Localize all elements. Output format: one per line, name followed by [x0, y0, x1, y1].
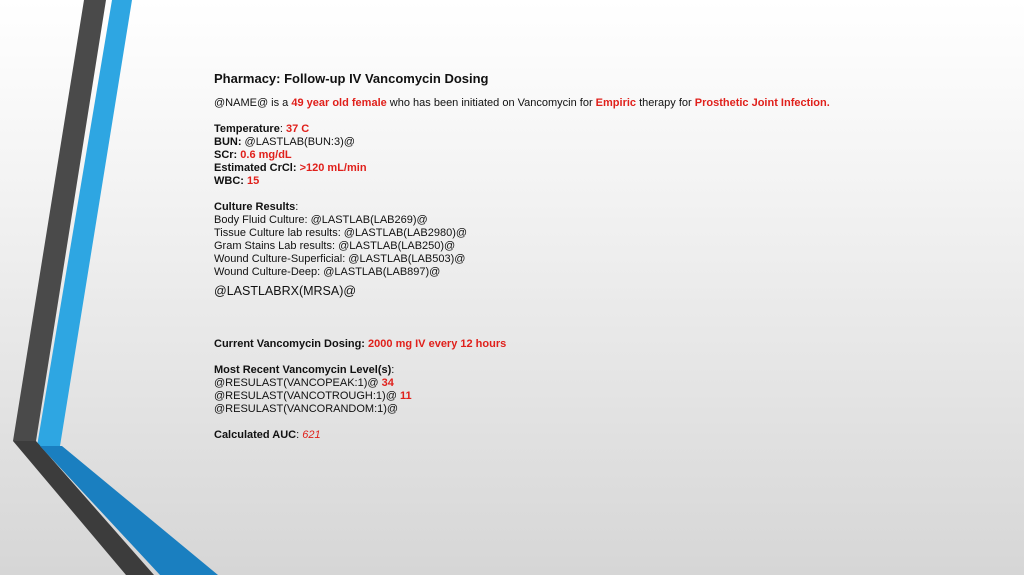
- bun-row: [214, 136, 994, 149]
- auc-label: Calculated AUC: [214, 429, 297, 441]
- crcl-value: >120 mL/min: [299, 162, 367, 174]
- trough-label: @RESULAST(VANCOTROUGH:1)@: [214, 390, 397, 402]
- auc-value: 621: [302, 429, 321, 441]
- temperature-row: Temperature: 37 C: [214, 123, 310, 135]
- culture-item: Wound Culture-Superficial: @LASTLAB(LAB503)@: [214, 253, 466, 265]
- summary-text: is a: [268, 97, 292, 109]
- trough-row: [214, 390, 994, 403]
- temperature-value: 37 C: [285, 123, 310, 135]
- crcl-row: [214, 162, 994, 175]
- levels-heading-row: Most Recent Vancomycin Level(s):: [214, 364, 395, 376]
- culture-item: Tissue Culture lab results: @LASTLAB(LAB2980)@: [214, 227, 468, 239]
- dosing-label: Current Vancomycin Dosing:: [214, 338, 365, 350]
- peak-label: @RESULAST(VANCOPEAK:1)@: [214, 377, 379, 389]
- patient-summary: [214, 97, 994, 110]
- patient-name: @NAME@: [214, 97, 269, 109]
- random-row: [214, 403, 994, 416]
- summary-text: therapy for: [636, 97, 695, 109]
- culture-item: Wound Culture-Deep: @LASTLAB(LAB897)@: [214, 266, 441, 278]
- scr-row: [214, 149, 994, 162]
- summary-text: who has been initiated on Vancomycin for: [386, 97, 596, 109]
- trough-value: 11: [399, 390, 412, 402]
- patient-age-sex: 49 year old female: [291, 97, 387, 109]
- scr-label: SCr:: [214, 149, 238, 161]
- scr-value: 0.6 mg/dL: [240, 149, 292, 161]
- peak-row: [214, 377, 994, 390]
- levels-heading: Most Recent Vancomycin Level(s): [214, 364, 392, 376]
- therapy-type: Empiric: [595, 97, 637, 109]
- auc-row: Calculated AUC: 621: [214, 429, 321, 441]
- bun-label: BUN:: [214, 136, 242, 148]
- dosing-value: 2000 mg IV every 12 hours: [368, 338, 507, 350]
- peak-value: 34: [381, 377, 394, 389]
- culture-item: Gram Stains Lab results: @LASTLAB(LAB250)@: [214, 240, 456, 252]
- mrsa-result: @LASTLABRX(MRSA)@: [214, 284, 357, 298]
- culture-heading-row: Culture Results:: [214, 201, 299, 213]
- wbc-label: WBC:: [214, 175, 244, 187]
- dosing-row: [214, 338, 994, 351]
- wbc-row: [214, 175, 994, 188]
- indication: Prosthetic Joint Infection.: [694, 97, 830, 109]
- crcl-label: Estimated CrCl:: [214, 162, 297, 174]
- temperature-label: Temperature: [214, 123, 280, 135]
- bun-value: @LASTLAB(BUN:3)@: [241, 136, 355, 148]
- random-label: @RESULAST(VANCORANDOM:1)@: [214, 403, 399, 415]
- culture-item: Body Fluid Culture: @LASTLAB(LAB269)@: [214, 214, 428, 226]
- culture-heading: Culture Results: [214, 201, 296, 213]
- page-title: Pharmacy: Follow-up IV Vancomycin Dosing: [214, 71, 489, 86]
- wbc-value: 15: [247, 175, 260, 187]
- note-body: [214, 72, 994, 442]
